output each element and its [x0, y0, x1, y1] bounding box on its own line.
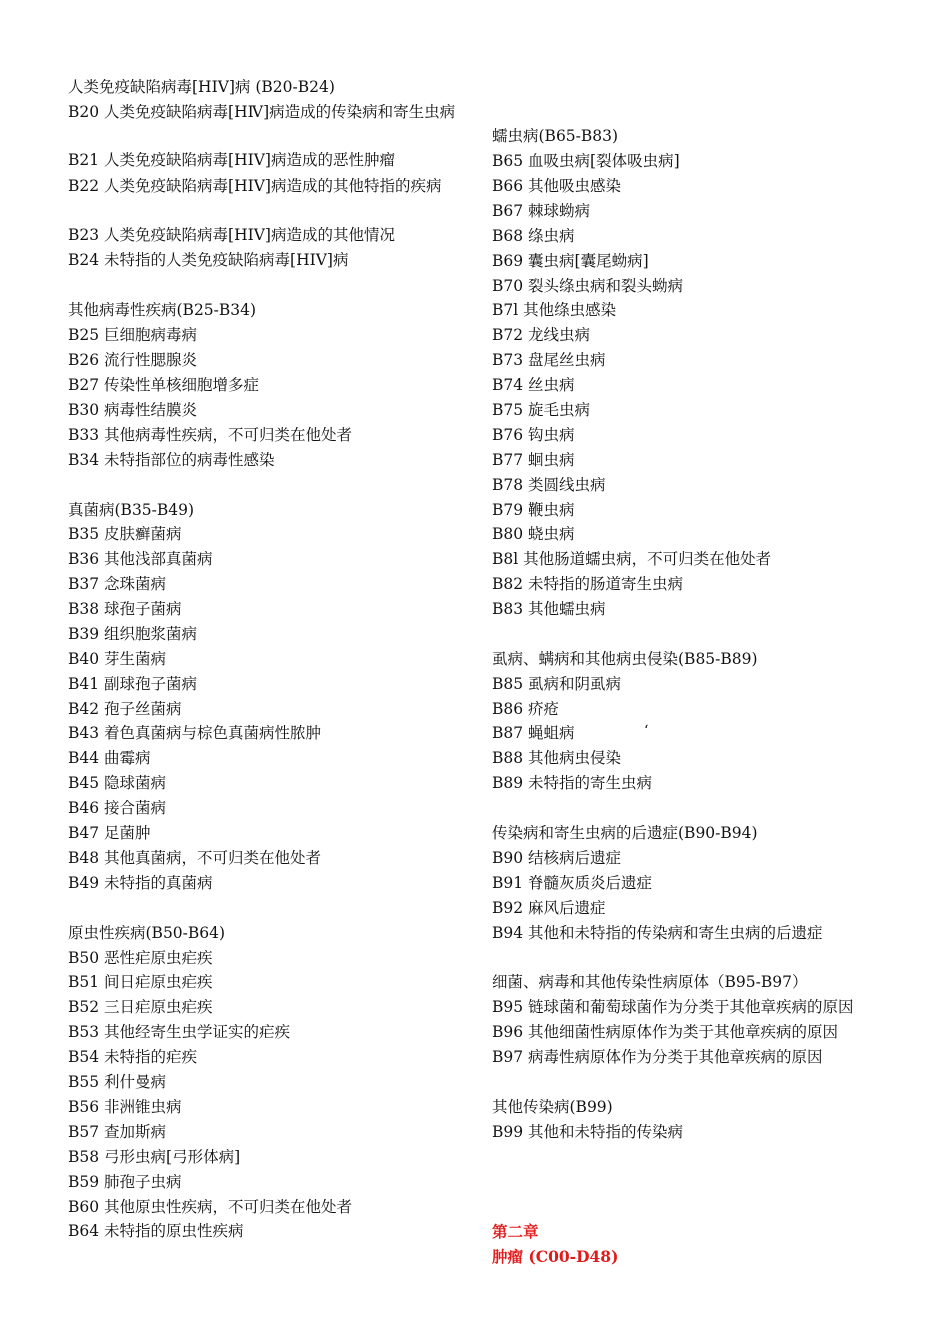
pediculosis-section-heading: 虱病、螨病和其他病虫侵染(B85-B89)	[492, 650, 758, 668]
entry-b50: B50 恶性疟原虫疟疾	[68, 949, 213, 967]
entry-b96: B96 其他细菌性病原体作为类于其他章疾病的原因	[492, 1023, 839, 1041]
entry-b73: B73 盘尾丝虫病	[492, 351, 606, 369]
entry-b95: B95 链球菌和葡萄球菌作为分类于其他章疾病的原因	[492, 998, 854, 1016]
entry-b71: B7l 其他绦虫感染	[492, 301, 617, 319]
entry-b68: B68 绦虫病	[492, 227, 575, 245]
entry-b60: B60 其他原虫性疾病，不可归类在他处者	[68, 1198, 353, 1216]
entry-b39: B39 组织胞浆菌病	[68, 625, 198, 643]
entry-b36: B36 其他浅部真菌病	[68, 550, 213, 568]
entry-b21: B21 人类免疫缺陷病毒[HIV]病造成的恶性肿瘤	[68, 151, 395, 169]
entry-b85: B85 虱病和阴虱病	[492, 675, 622, 693]
entry-b56: B56 非洲锥虫病	[68, 1098, 182, 1116]
entry-b91: B91 脊髓灰质炎后遗症	[492, 874, 653, 892]
entry-b79: B79 鞭虫病	[492, 501, 575, 519]
entry-b51: B51 间日疟原虫疟疾	[68, 973, 213, 991]
entry-b72: B72 龙线虫病	[492, 326, 591, 344]
entry-b26: B26 流行性腮腺炎	[68, 351, 198, 369]
entry-b38: B38 球孢子菌病	[68, 600, 182, 618]
entry-b47: B47 足菌肿	[68, 824, 151, 842]
entry-b67: B67 棘球蚴病	[492, 202, 591, 220]
entry-b94: B94 其他和未特指的传染病和寄生虫病的后遗症	[492, 924, 823, 942]
entry-b55: B55 利什曼病	[68, 1073, 167, 1091]
entry-b88: B88 其他病虫侵染	[492, 749, 622, 767]
entry-b77: B77 蛔虫病	[492, 451, 575, 469]
entry-b25: B25 巨细胞病毒病	[68, 326, 198, 344]
entry-b92: B92 麻风后遗症	[492, 899, 606, 917]
entry-b78: B78 类圆线虫病	[492, 476, 606, 494]
entry-b70: B70 裂头绦虫病和裂头蚴病	[492, 277, 684, 295]
agents-section-heading: 细菌、病毒和其他传染性病原体（B95-B97）	[492, 973, 808, 991]
entry-b23: B23 人类免疫缺陷病毒[HIV]病造成的其他情况	[68, 226, 395, 244]
entry-b22: B22 人类免疫缺陷病毒[HIV]病造成的其他特指的疾病	[68, 177, 442, 195]
entry-b54: B54 未特指的疟疾	[68, 1048, 198, 1066]
entry-b27: B27 传染性单核细胞增多症	[68, 376, 260, 394]
entry-b65: B65 血吸虫病[裂体吸虫病]	[492, 152, 680, 170]
helminth-section-heading: 蠕虫病(B65-B83)	[492, 127, 619, 145]
entry-b76: B76 钩虫病	[492, 426, 575, 444]
hiv-section-heading: 人类免疫缺陷病毒[HIV]病 (B20-B24)	[68, 78, 335, 96]
other-infectious-section-heading: 其他传染病(B99)	[492, 1098, 613, 1116]
entry-b20: B20 人类免疫缺陷病毒[HⅣ]病造成的传染病和寄生虫病	[68, 103, 456, 121]
entry-b42: B42 孢子丝菌病	[68, 700, 182, 718]
chapter-title: 肿瘤 (C00-D48)	[492, 1247, 619, 1266]
protozoal-section-heading: 原虫性疾病(B50-B64)	[68, 924, 226, 942]
entry-b45: B45 隐球菌病	[68, 774, 167, 792]
entry-b52: B52 三日疟原虫疟疾	[68, 998, 213, 1016]
entry-b75: B75 旋毛虫病	[492, 401, 591, 419]
entry-b30: B30 病毒性结膜炎	[68, 401, 198, 419]
entry-b41: B41 副球孢子菌病	[68, 675, 198, 693]
entry-b58: B58 弓形虫病[弓形体病]	[68, 1148, 241, 1166]
entry-b43: B43 着色真菌病与棕色真菌病性脓肿	[68, 724, 322, 742]
entry-b53: B53 其他经寄生虫学证实的疟疾	[68, 1023, 291, 1041]
stray-quote-mark: ‘	[644, 723, 649, 739]
entry-b81: B8l 其他肠道蠕虫病，不可归类在他处者	[492, 550, 772, 568]
chapter-label: 第二章	[492, 1222, 539, 1241]
entry-b34: B34 未特指部位的病毒性感染	[68, 451, 275, 469]
entry-b24: B24 未特指的人类免疫缺陷病毒[HIV]病	[68, 251, 349, 269]
entry-b89: B89 未特指的寄生虫病	[492, 774, 653, 792]
entry-b44: B44 曲霉病	[68, 749, 151, 767]
entry-b48: B48 其他真菌病，不可归类在他处者	[68, 849, 322, 867]
entry-b74: B74 丝虫病	[492, 376, 575, 394]
entry-b83: B83 其他蠕虫病	[492, 600, 606, 618]
entry-b80: B80 蛲虫病	[492, 525, 575, 543]
entry-b64: B64 未特指的原虫性疾病	[68, 1222, 244, 1240]
entry-b57: B57 查加斯病	[68, 1123, 167, 1141]
entry-b82: B82 未特指的肠道寄生虫病	[492, 575, 684, 593]
entry-b35: B35 皮肤癣菌病	[68, 525, 182, 543]
entry-b49: B49 未特指的真菌病	[68, 874, 213, 892]
entry-b99: B99 其他和未特指的传染病	[492, 1123, 684, 1141]
entry-b90: B90 结核病后遗症	[492, 849, 622, 867]
entry-b33: B33 其他病毒性疾病，不可归类在他处者	[68, 426, 353, 444]
entry-b46: B46 接合菌病	[68, 799, 167, 817]
fungal-section-heading: 真菌病(B35-B49)	[68, 501, 195, 519]
entry-b37: B37 念珠菌病	[68, 575, 167, 593]
entry-b69: B69 囊虫病[囊尾蚴病]	[492, 252, 649, 270]
entry-b66: B66 其他吸虫感染	[492, 177, 622, 195]
entry-b59: B59 肺孢子虫病	[68, 1173, 182, 1191]
entry-b86: B86 疥疮	[492, 700, 560, 718]
entry-b40: B40 芽生菌病	[68, 650, 167, 668]
entry-b87: B87 蝇蛆病	[492, 724, 575, 742]
entry-b97: B97 病毒性病原体作为分类于其他章疾病的原因	[492, 1048, 823, 1066]
viral-section-heading: 其他病毒性疾病(B25-B34)	[68, 301, 257, 319]
sequelae-section-heading: 传染病和寄生虫病的后遗症(B90-B94)	[492, 824, 758, 842]
